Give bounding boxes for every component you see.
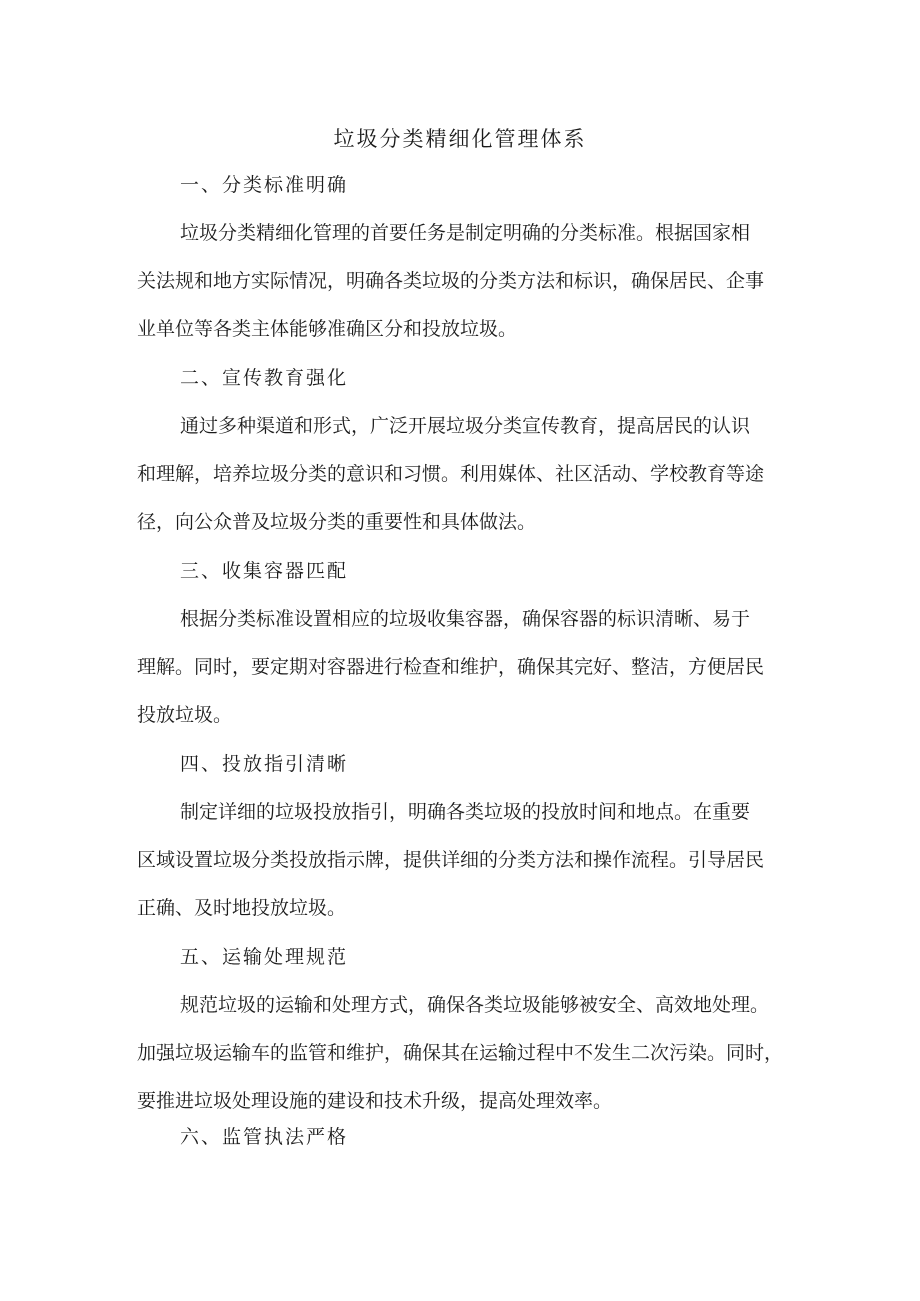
- section-heading: 六、监管执法严格: [180, 1126, 349, 1148]
- paragraph-line: 理解。同时，要定期对容器进行检查和维护，确保其完好、整洁，方便居民: [137, 656, 765, 678]
- paragraph-line: 和理解，培养垃圾分类的意识和习惯。利用媒体、社区活动、学校教育等途: [137, 463, 765, 485]
- paragraph-line: 正确、及时地投放垃圾。: [137, 897, 347, 919]
- section-heading: 一、分类标准明确: [180, 174, 349, 196]
- paragraph-line: 加强垃圾运输车的监管和维护，确保其在运输过程中不发生二次污染。同时，: [137, 1042, 784, 1064]
- paragraph-line: 通过多种渠道和形式，广泛开展垃圾分类宣传教育，提高居民的认识: [180, 415, 751, 437]
- paragraph-line: 垃圾分类精细化管理的首要任务是制定明确的分类标准。根据国家相: [180, 222, 751, 244]
- section-heading: 五、运输处理规范: [180, 946, 349, 968]
- paragraph-line: 规范垃圾的运输和处理方式，确保各类垃圾能够被安全、高效地处理。: [180, 994, 770, 1016]
- section-heading: 四、投放指引清晰: [180, 753, 349, 775]
- document-title: 垃圾分类精细化管理体系: [333, 127, 587, 151]
- paragraph-line: 区域设置垃圾分类投放指示牌，提供详细的分类方法和操作流程。引导居民: [137, 849, 765, 871]
- section-heading: 三、收集容器匹配: [180, 560, 349, 582]
- paragraph-line: 要推进垃圾处理设施的建设和技术升级，提高处理效率。: [137, 1090, 613, 1112]
- paragraph-line: 制定详细的垃圾投放指引，明确各类垃圾的投放时间和地点。在重要: [180, 801, 751, 823]
- paragraph-line: 业单位等各类主体能够准确区分和投放垃圾。: [137, 318, 518, 340]
- paragraph-line: 径，向公众普及垃圾分类的重要性和具体做法。: [137, 511, 537, 533]
- section-heading: 二、宣传教育强化: [180, 367, 349, 389]
- paragraph-line: 关法规和地方实际情况，明确各类垃圾的分类方法和标识，确保居民、企事: [137, 270, 765, 292]
- paragraph-line: 投放垃圾。: [137, 704, 233, 726]
- paragraph-line: 根据分类标准设置相应的垃圾收集容器，确保容器的标识清晰、易于: [180, 608, 751, 630]
